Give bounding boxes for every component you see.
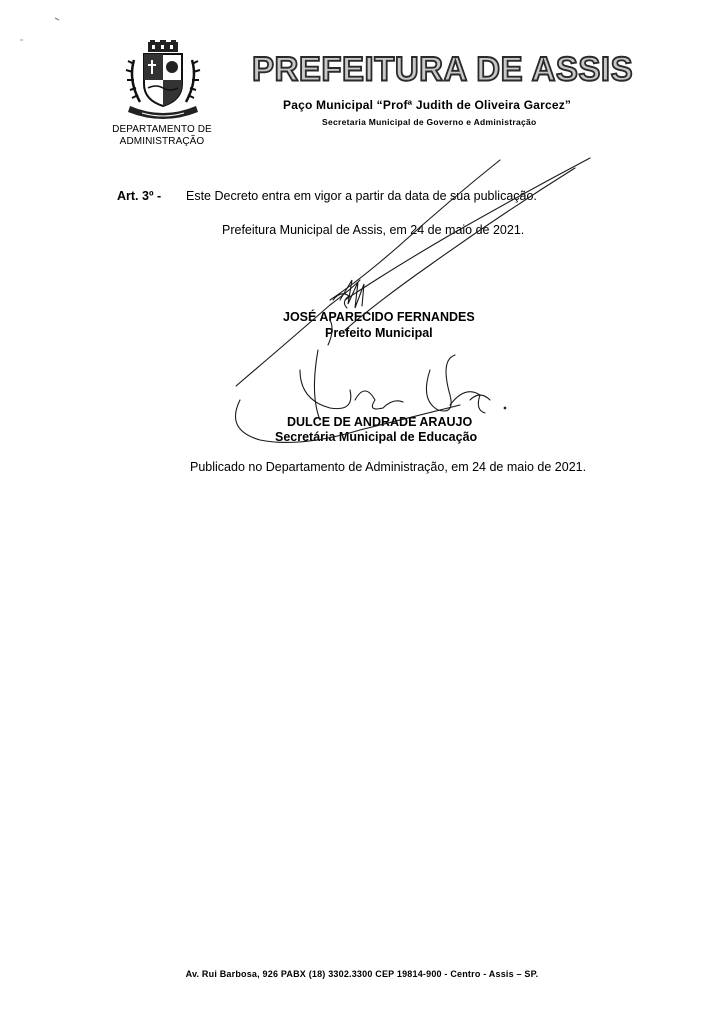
municipal-crest-icon: [118, 40, 208, 122]
header-subtitle: Paço Municipal “Profª Judith de Oliveira Garcez”: [283, 98, 572, 112]
signatory-name: DULCE DE ANDRADE ARAUJO: [287, 415, 473, 429]
place-date-line: Prefeitura Municipal de Assis, em 24 de maio de 2021.: [222, 223, 525, 237]
page-title: PREFEITURA DE ASSIS: [252, 49, 634, 88]
department-label: [106, 124, 218, 148]
department-line-1: DEPARTAMENTO DE: [112, 124, 212, 135]
header-secretariat: Secretaria Municipal de Governo e Administração: [322, 117, 537, 127]
article-label: Art. 3º -: [117, 189, 162, 203]
article-text: Este Decreto entra em vigor a partir da data de sua publicação.: [186, 189, 537, 203]
footer-address: Av. Rui Barbosa, 926 PABX (18) 3302.3300 CEP 19814-900 - Centro - Assis – SP.: [185, 969, 539, 979]
signatory-title: Secretária Municipal de Educação: [275, 430, 478, 444]
signatory-title: Prefeito Municipal: [325, 326, 433, 340]
signatory-name: JOSÉ APARECIDO FERNANDES: [283, 310, 475, 324]
department-line-2: ADMINISTRAÇÃO: [119, 136, 205, 147]
publication-note: Publicado no Departamento de Administração, em 24 de maio de 2021.: [190, 460, 587, 474]
